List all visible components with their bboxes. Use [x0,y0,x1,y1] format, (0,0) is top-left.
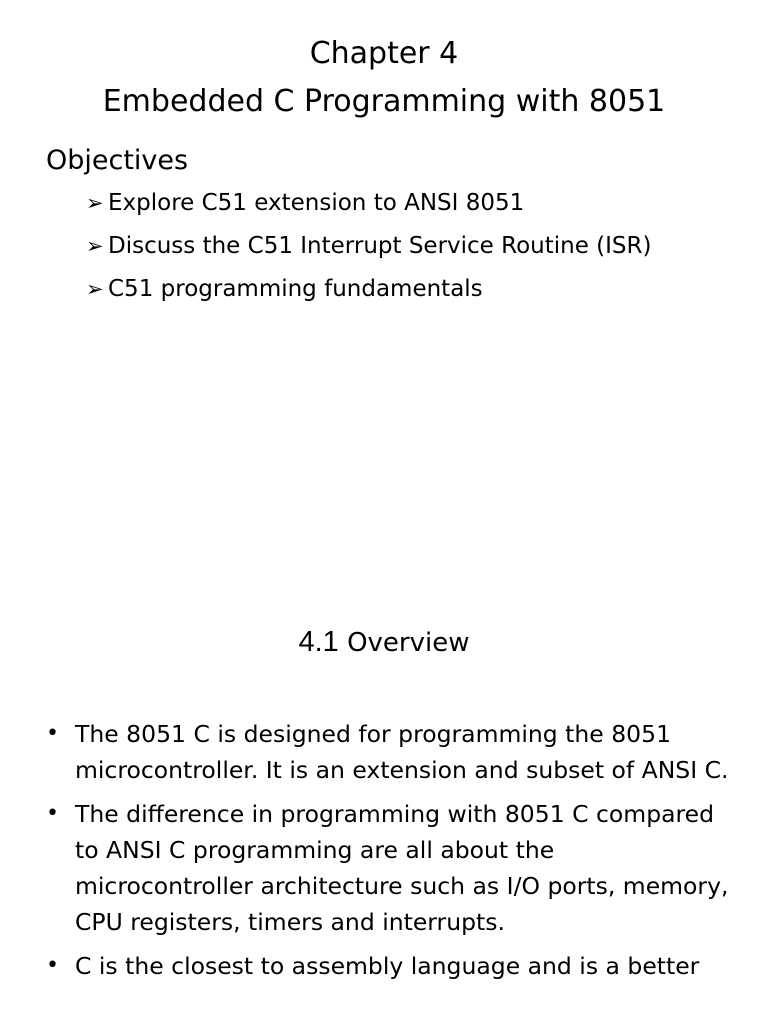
overview-list [40,716,730,992]
objective-item [86,190,652,233]
overview-bullet [40,716,730,788]
objective-item [86,233,652,276]
overview-heading [0,624,768,661]
section-title: Overview [347,628,470,658]
section-number: 4.1 [298,626,339,658]
overview-bullet-text: C is the closest to assembly language and is a better [75,952,700,980]
overview-bullet [40,948,730,984]
objectives-list [86,190,652,319]
objective-text: Discuss the C51 Interrupt Service Routine (ISR) [108,233,652,259]
objectives-heading: Objectives [46,145,189,176]
overview-bullet [40,796,730,940]
round-bullet-icon: • [46,801,59,826]
round-bullet-icon: • [46,953,59,978]
round-bullet-icon: • [46,721,59,746]
arrowhead-bullet-icon: ➢ [86,191,104,215]
overview-bullet-text: The 8051 C is designed for programming the 8051 microcontroller. It is an extension and subset of ANSI C. [75,720,729,784]
chapter-subtitle: Embedded C Programming with 8051 [102,84,666,119]
arrowhead-bullet-icon: ➢ [86,277,104,301]
title-block [0,30,768,126]
objective-text: Explore C51 extension to ANSI 8051 [108,190,525,216]
chapter-title: Chapter 4 [309,36,459,71]
objective-item [86,276,652,319]
overview-bullet-text: The difference in programming with 8051 C compared to ANSI C programming are all about the microcontroller architecture such as I/O ports, memory, CPU registers, timers and interrupts. [75,800,729,936]
arrowhead-bullet-icon: ➢ [86,234,104,258]
objective-text: C51 programming fundamentals [108,276,483,302]
